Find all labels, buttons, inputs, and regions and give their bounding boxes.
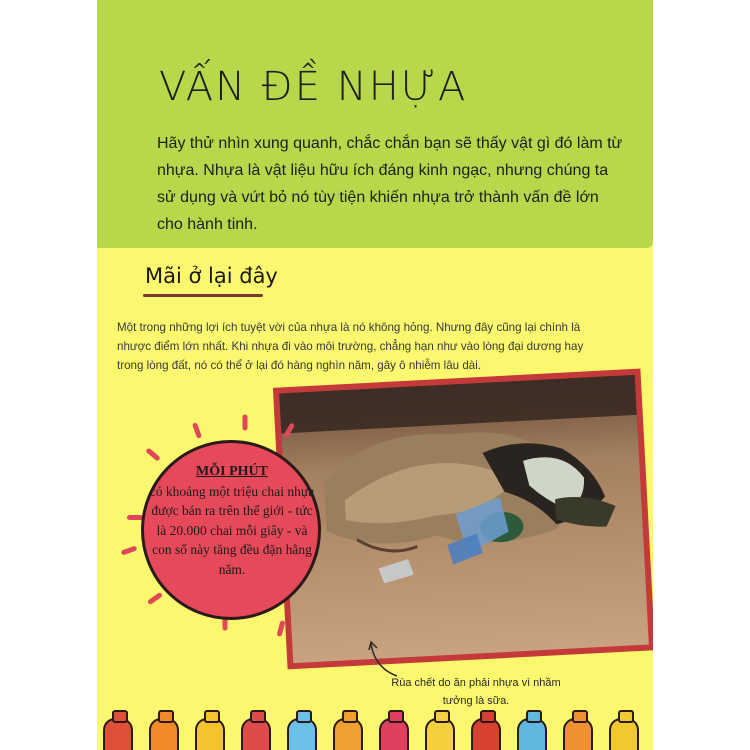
turtle-illustration: [279, 375, 649, 663]
sun-ray: [277, 620, 286, 637]
callout-heading: MỖI PHÚT: [196, 464, 268, 479]
bottle-icon: [287, 718, 317, 750]
bottle-icon: [149, 718, 179, 750]
sun-ray: [147, 592, 163, 605]
bottle-icon: [471, 718, 501, 750]
turtle-photo-frame: [273, 369, 653, 670]
intro-paragraph: Hãy thử nhìn xung quanh, chắc chắn bạn sẽ thấy vật gì đó làm từ nhựa. Nhựa là vật liệu hữu ích đáng kinh ngạc, nhưng chúng ta sử dụng và vứt bỏ nó tùy tiện khiến nhựa trở thành vấn đề lớn cho hành tinh.: [157, 135, 623, 233]
section-paragraph: Một trong những lợi ích tuyệt vời của nhựa là nó không hỏng. Nhưng đây cũng lại chính là nhược điểm lớn nhất. Khi nhựa đi vào môi trường, chẳng hạn như vào lòng đại dương hay trong lòng đất, nó có thể ở lại đó hàng nghìn năm, gây ô nhiễm lâu dài.: [117, 321, 584, 372]
bottle-icon: [379, 718, 409, 750]
bottle-icon: [517, 718, 547, 750]
photo-caption: Rùa chết do ăn phải nhựa vì nhầm tưởng là sữa.: [391, 677, 561, 707]
bottle-icon: [195, 718, 225, 750]
bottle-icon: [103, 718, 133, 750]
bottle-icon: [425, 718, 455, 750]
header-panel-edge: [97, 236, 653, 254]
sun-ray: [192, 422, 202, 439]
sun-ray: [145, 447, 160, 461]
section-title: Mãi ở lại đây: [145, 264, 278, 288]
bottle-icon: [241, 718, 271, 750]
page: [97, 0, 653, 750]
sun-ray: [121, 545, 138, 555]
bottle-icon: [333, 718, 363, 750]
bottle-icon: [609, 718, 639, 750]
callout-text: [149, 462, 315, 579]
callout-body: có khoảng một triệu chai nhựa được bán ra trên thế giới - tức là 20.000 chai mỗi giây - và con số này tăng đều đặn hằng năm.: [149, 483, 315, 577]
sun-ray: [243, 415, 248, 431]
bottle-border: [97, 708, 653, 750]
turtle-photo: [279, 375, 649, 663]
section-title-underline: [143, 294, 263, 297]
bottle-icon: [563, 718, 593, 750]
page-title: VẤN ĐỀ NHỰA: [159, 64, 468, 110]
